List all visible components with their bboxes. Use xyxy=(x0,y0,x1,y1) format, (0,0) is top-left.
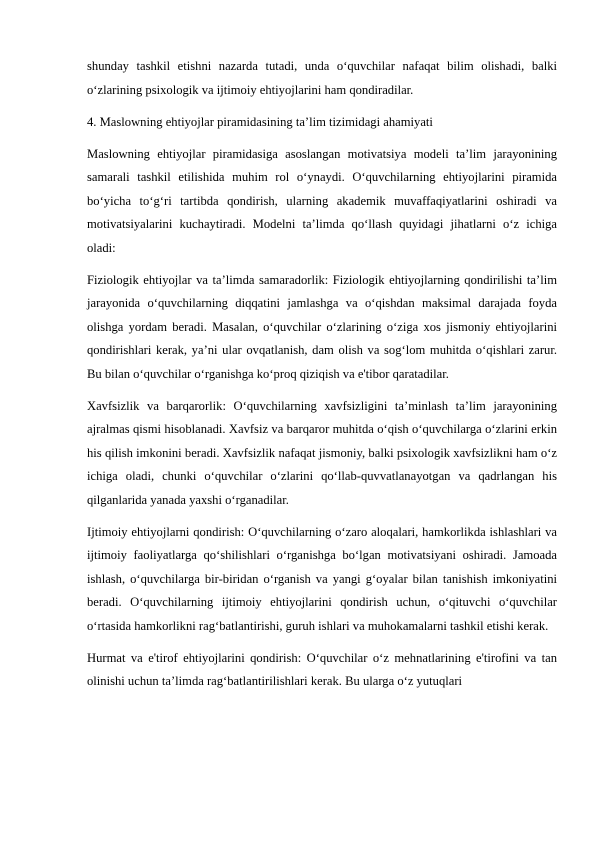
paragraph-social-needs: Ijtimoiy ehtiyojlarni qondirish: O‘quvchilarning o‘zaro aloqalari, hamkorlikda ishlashlari va ijtimoiy faoliyatlarga qo‘shilishlari o‘rganishga bo‘lgan motivatsiyani oshiradi. Jamoada ishlash, o‘quvchilarga bir-biridan o‘rganish va yangi g‘oyalar bilan tanishish imkoniyatini beradi. O‘quvchilarning ijtimoiy ehtiyojlarini qondirish uchun, o‘qituvchi o‘quvchilar o‘rtasida hamkorlikni rag‘batlantirishi, guruh ishlari va muhokamalarni tashkil etishi kerak. xyxy=(87,524,557,633)
paragraph-physiological-needs: Fiziologik ehtiyojlar va ta’limda samaradorlik: Fiziologik ehtiyojlarning qondirilishi ta’lim jarayonida o‘quvchilarning diqqatini jamlashga va o‘qishdan maksimal darajada foyda olishga yordam beradi. Masalan, o‘quvchilar o‘zlarining o‘ziga xos jismoniy ehtiyojlarini qondirishlari kerak, ya’ni ular ovqatlanish, dam olish va sog‘lom muhitda o‘qishlari zarur. Bu bilan o‘quvchilar o‘rganishga ko‘proq qiziqish va e'tibor qaratadilar. xyxy=(87,272,557,381)
paragraph-safety-stability: Xavfsizlik va barqarorlik: O‘quvchilarning xavfsizligini ta’minlash ta’lim jarayonining ajralmas qismi hisoblanadi. Xavfsiz va barqaror muhitda o‘qish o‘quvchilarga o‘zlarini erkin his qilish imkonini beradi. Xavfsizlik nafaqat jismoniy, balki psixologik xavfsizlikni ham o‘z ichiga oladi, chunki o‘quvchilar o‘zlarini qo‘llab-quvvatlanayotgan va qadrlangan his qilganlarida yanada yaxshi o‘rganadilar. xyxy=(87,398,557,507)
section-heading: 4. Maslowning ehtiyojlar piramidasining ta’lim tizimidagi ahamiyati xyxy=(87,114,433,129)
paragraph-intro-continuation: shunday tashkil etishni nazarda tutadi, unda o‘quvchilar nafaqat bilim olishadi, balki o‘zlarining psixologik va ijtimoiy ehtiyojlarini ham qondiradilar. xyxy=(87,59,557,97)
paragraph-maslow-model: Maslowning ehtiyojlar piramidasiga asoslangan motivatsiya modeli ta’lim jarayonining samarali tashkil etilishida muhim rol o‘ynaydi. O‘quvchilarning ehtiyojlarini piramida bo‘yicha to‘g‘ri tartibda qondirish, ularning akademik muvaffaqiyatlarini oshiradi va motivatsiyalarini kuchaytiradi. Modelni ta’limda qo‘llash quyidagi jihatlarni o‘z ichiga oladi: xyxy=(87,146,557,255)
document-page xyxy=(87,55,557,702)
paragraph-esteem-needs: Hurmat va e'tirof ehtiyojlarini qondirish: O‘quvchilar o‘z mehnatlarining e'tirofini va tan olinishi uchun ta’limda rag‘batlantirilishlari kerak. Bu ularga o‘z yutuqlari xyxy=(87,650,557,688)
